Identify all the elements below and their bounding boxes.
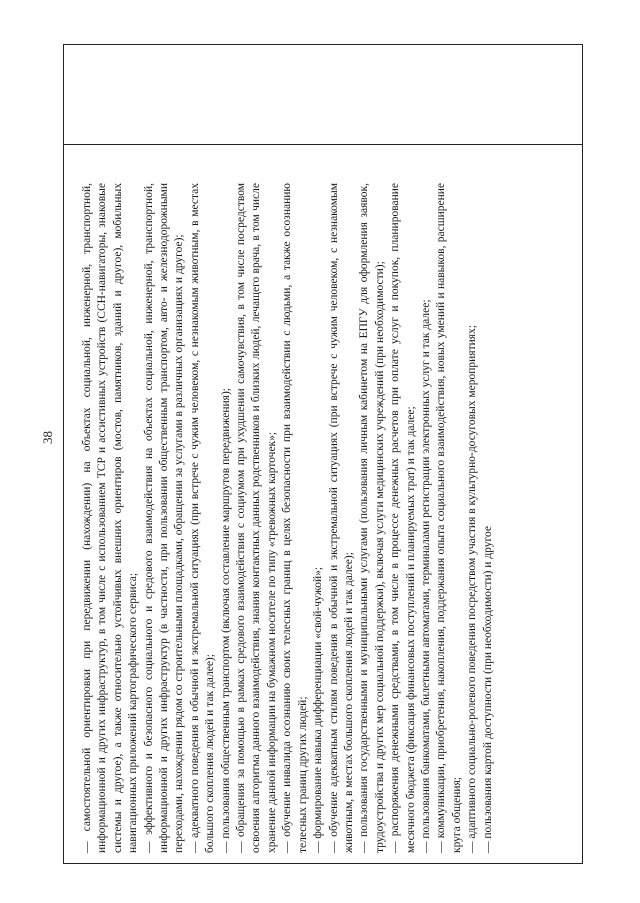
list-item: — коммуникации, приобретения, накопления, поддержания опыта социального взаимодействия, новых умений и навыков, расширение круга общения; <box>435 183 463 853</box>
list-item: — адаптивного социально-ролевого поведения посредством участия в культурно-досуговых мероприятиях; <box>466 324 479 853</box>
list-item: — обучение адекватным стилям поведения в обычной и экстремальной ситуациях (при встрече с чужим человеком, с незнакомым животным, в местах большого скопления людей и так далее); <box>327 183 355 853</box>
list-item: — самостоятельной ориентировки при передвижении (нахождении) на объектах социальной, инженерной, транспортной, информационной и других инфраструктур, в том числе с использованием ТСР и ассистивных устройств (ССН-навигаторы, знаковые системы и другое), а также относительно устойчивых внешних ориентиров (мостов, памятников, зданий и другое), мобильных навигационных приложений картографического сервиса; <box>81 183 140 853</box>
list-item: — обучение инвалида осознанию своих телесных границ в целях безопасности при взаимодействии с людьми, а также осознанию телесных границ других людей; <box>281 183 309 853</box>
text-column <box>80 183 496 853</box>
list-item: — пользования картой доступности (при необходимости) и другое <box>481 526 494 853</box>
list-item: — пользования банкоматами, билетными автоматами, терминалами регистрации электронных услуг и так далее; <box>419 299 432 853</box>
list-item: — обращения за помощью в рамках средового взаимодействия с социумом при ухудшении самочувствия, в том числе посредством освоения алгоритма данного взаимодействия, знания контактных данных родственников и близких людей, лечащего врача, в том числе хранение данной информации на бумажном носителе по типу «тревожных карточек»; <box>235 183 278 853</box>
list-item: — пользования общественным транспортом (включая составление маршрутов передвижения); <box>219 388 232 853</box>
column-divider <box>64 144 582 145</box>
list-item: — адекватного поведения в обычной и экстремальной ситуациях (при встрече с чужим человеком, с незнакомым животным, в местах большого скопления людей и так далее); <box>188 183 217 853</box>
list-item: — эффективного и безопасного социального и средового взаимодействия на объектах социальной, инженерной, транспортной, информационной и других инфраструктур (в частности, при пользовании общественным транспортом, авто- и железнодорожными переходами, нахождении рядом со строительными площадками, обращении за услугами в различных организациях и другое); <box>142 183 186 853</box>
page-number: 38 <box>40 431 55 444</box>
table-cell-content <box>80 183 560 853</box>
list-item: — формирование навыка дифференциации «свой-чужой»; <box>312 566 325 853</box>
table <box>63 44 583 864</box>
list-item: — пользования государственными и муниципальными услугами (пользования личным кабинетом на ЕПГУ для оформления заявок, трудоустройства и других мер социальной поддержки), включая услуги медицинских учреждений (при необходимости); <box>358 183 386 853</box>
list-item: — распоряжения денежными средствами, в том числе в процессе денежных расчетов при оплате услуг и покупок, планирование месячного бюджета (фиксация финансовых поступлений и планируемых трат) и так далее; <box>389 183 417 853</box>
